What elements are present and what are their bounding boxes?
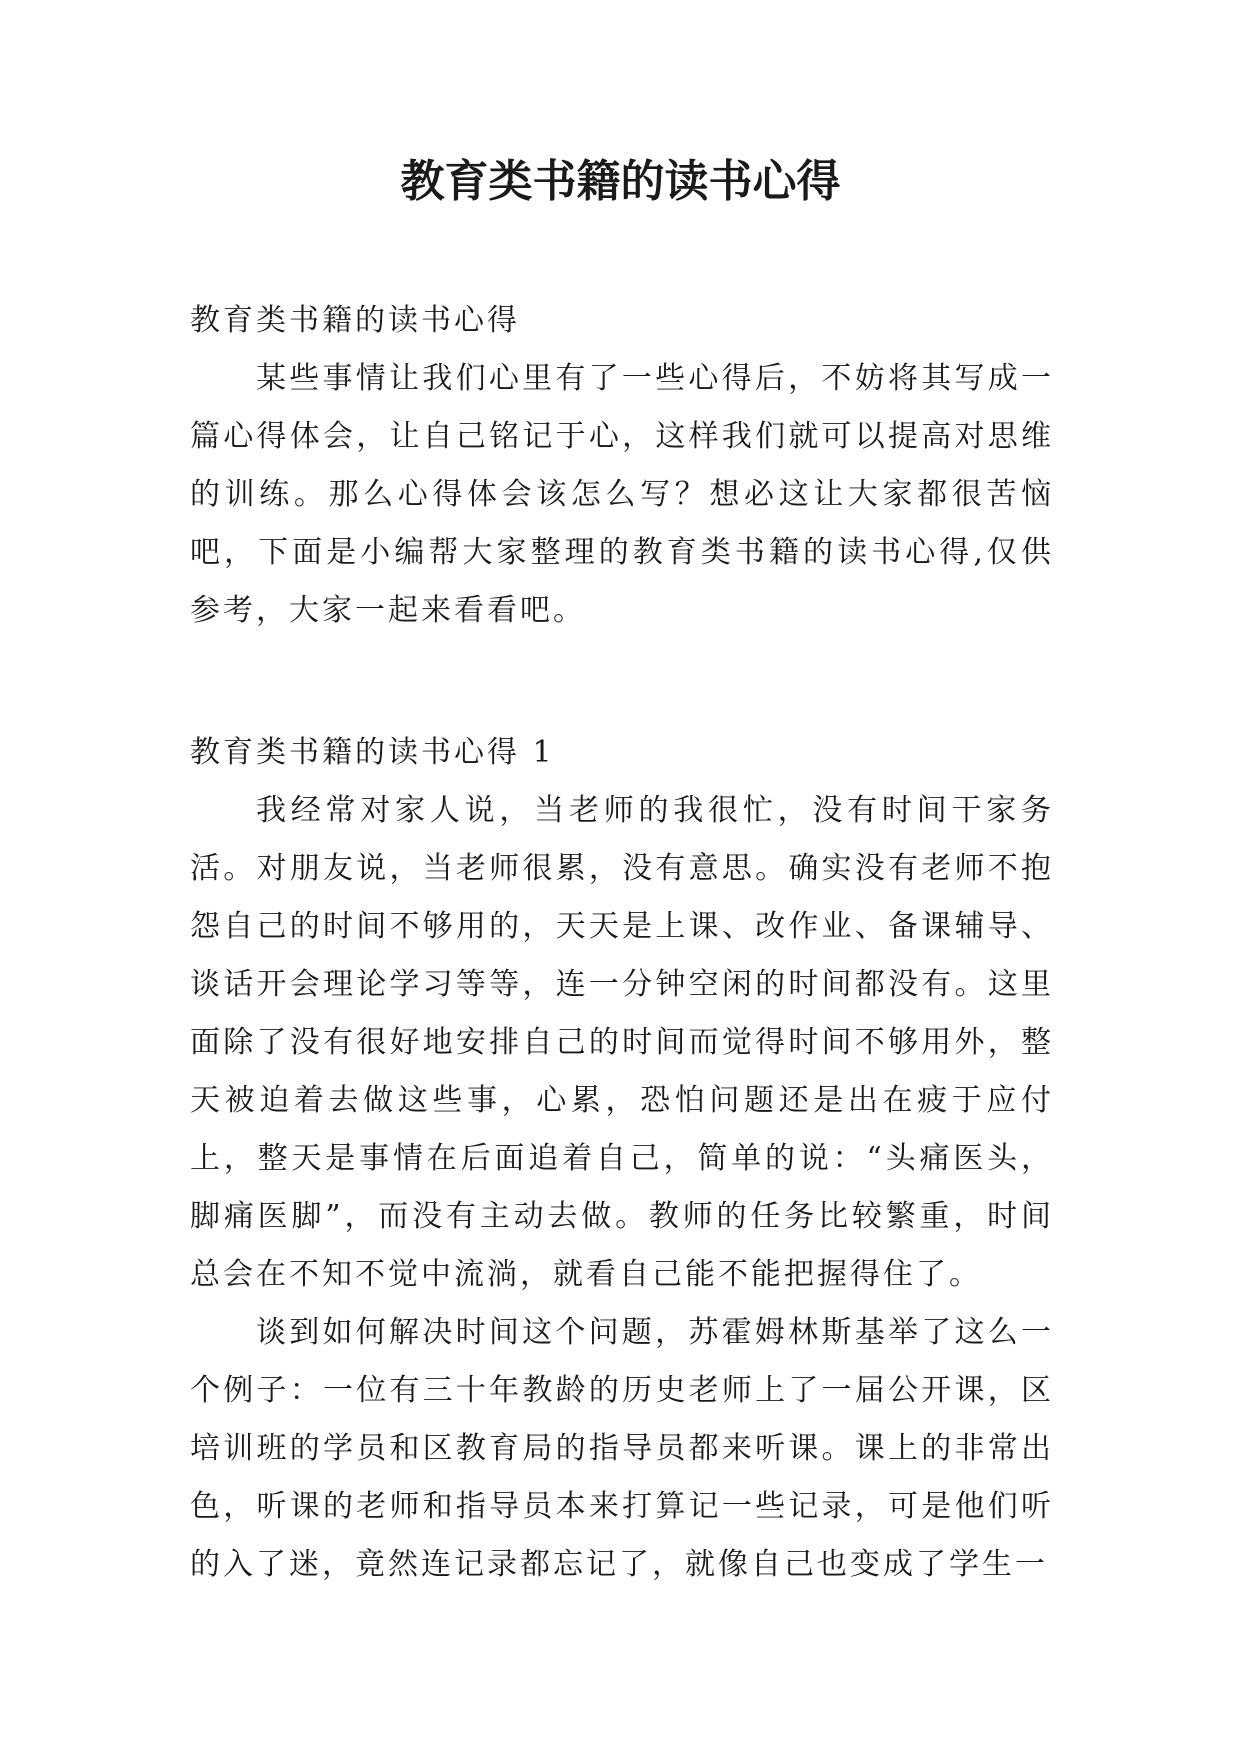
section-spacer	[190, 640, 1054, 724]
document-body	[190, 292, 1054, 1594]
section-1-heading: 教育类书籍的读书心得 1	[190, 735, 555, 770]
intro-heading: 教育类书籍的读书心得	[190, 303, 520, 338]
document-title: 教育类书籍的读书心得	[400, 156, 841, 207]
section-1-paragraph-1: 我经常对家人说，当老师的我很忙，没有时间干家务活。对朋友说，当老师很累，没有意思。确实没有老师不抱怨自己的时间不够用的，天天是上课、改作业、备课辅导、谈话开会理论学习等等，连一分钟空闲的时间都没有。这里面除了没有很好地安排自己的时间而觉得时间不够用外，整天被迫着去做这些事，心累，恐怕问题还是出在疲于应付上，整天是事情在后面追着自己，简单的说：“头痛医头，脚痛医脚”，而没有主动去做。教师的任务比较繁重，时间总会在不知不觉中流淌，就看自己能不能把握得住了。	[190, 793, 1054, 1292]
section-1-paragraph-2: 谈到如何解决时间这个问题，苏霍姆林斯基举了这么一个例子：一位有三十年教龄的历史老师上了一届公开课，区培训班的学员和区教育局的指导员都来听课。课上的非常出色，听课的老师和指导员本来打算记一些记录，可是他们听的入了迷，竟然连记录都忘记了，就像自己也变成了学生一	[190, 1315, 1054, 1582]
intro-paragraph: 某些事情让我们心里有了一些心得后，不妨将其写成一篇心得体会，让自己铭记于心，这样我们就可以提高对思维的训练。那么心得体会该怎么写？想必这让大家都很苦恼吧，下面是小编帮大家整理的教育类书籍的读书心得,仅供参考，大家一起来看看吧。	[190, 361, 1054, 628]
